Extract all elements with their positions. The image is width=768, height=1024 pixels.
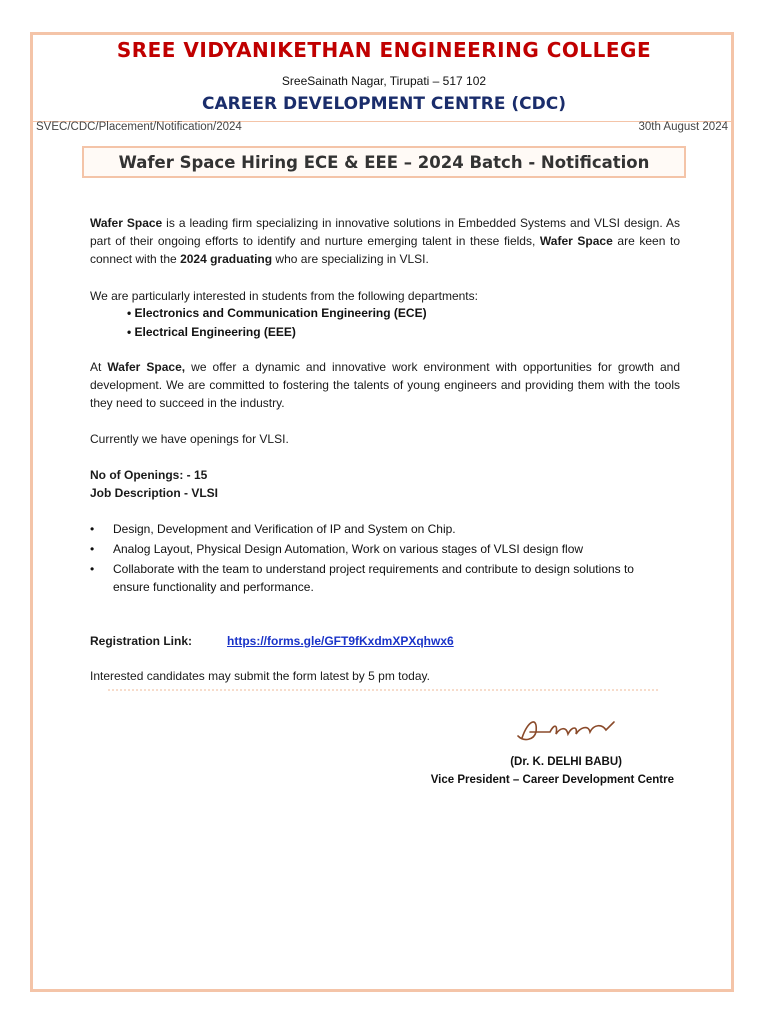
bullet-icon: • xyxy=(90,522,95,536)
reference-number: SVEC/CDC/Placement/Notification/2024 xyxy=(36,121,242,133)
college-address: SreeSainath Nagar, Tirupati – 517 102 xyxy=(281,74,487,88)
deadline-note: Interested candidates may submit the form latest by 5 pm today. xyxy=(90,669,430,683)
registration-link[interactable]: https://forms.gle/GFT9fKxdmXPXqhwx6 xyxy=(227,634,454,648)
openings-line: Currently we have openings for VLSI. xyxy=(90,432,289,446)
signature xyxy=(510,710,630,750)
openings-count: No of Openings: - 15 xyxy=(90,468,208,482)
registration-row xyxy=(90,632,680,650)
department-item: • Electronics and Communication Engineering (ECE) xyxy=(127,306,427,320)
department-name: CAREER DEVELOPMENT CENTRE (CDC) xyxy=(202,94,566,114)
notice-title: Wafer Space Hiring ECE & EEE – 2024 Batch - Notification xyxy=(118,152,650,172)
college-name: SREE VIDYANIKETHAN ENGINEERING COLLEGE xyxy=(116,38,652,62)
signatory-title: Vice President – Career Development Centre xyxy=(430,774,674,786)
intro-paragraph: Wafer Space is a leading firm specializing in innovative solutions in Embedded Systems and VLSI design. As part of their ongoing efforts to identify and nurture emerging talent in these fields, Wafer Space are keen to connect with the 2024 graduating who are specializing in VLSI. xyxy=(90,216,681,266)
company-name: Wafer Space, xyxy=(107,360,186,374)
batch-year: 2024 graduating xyxy=(180,252,273,266)
dotted-divider xyxy=(108,689,658,691)
notice-title-box xyxy=(82,146,686,178)
notice-date: 30th August 2024 xyxy=(638,121,728,133)
about-paragraph: At Wafer Space, we offer a dynamic and innovative work environment with opportunities for growth and development. We are committed to fostering the talents of young engineers and providing them with the tools they need to succeed in the industry. xyxy=(90,360,681,410)
job-description-heading: Job Description - VLSI xyxy=(90,486,219,500)
list-item: • Collaborate with the team to understand project requirements and contribute to design solutions to ensure functionality and performance. xyxy=(90,562,634,594)
bullet-icon: • xyxy=(90,542,95,556)
bullet-icon: • xyxy=(90,562,95,576)
responsibilities-list xyxy=(90,520,670,598)
company-name: Wafer Space xyxy=(539,234,613,248)
list-item: • Design, Development and Verification of IP and System on Chip. xyxy=(90,522,456,536)
reference-row xyxy=(36,121,728,133)
registration-label: Registration Link: xyxy=(90,634,193,648)
company-name: Wafer Space xyxy=(90,216,163,230)
list-item: • Analog Layout, Physical Design Automation, Work on various stages of VLSI design flow xyxy=(90,542,584,556)
department-item: • Electrical Engineering (EEE) xyxy=(127,325,296,339)
departments-intro: We are particularly interested in students from the following departments: xyxy=(90,289,478,303)
signatory-name: (Dr. K. DELHI BABU) xyxy=(510,756,622,768)
